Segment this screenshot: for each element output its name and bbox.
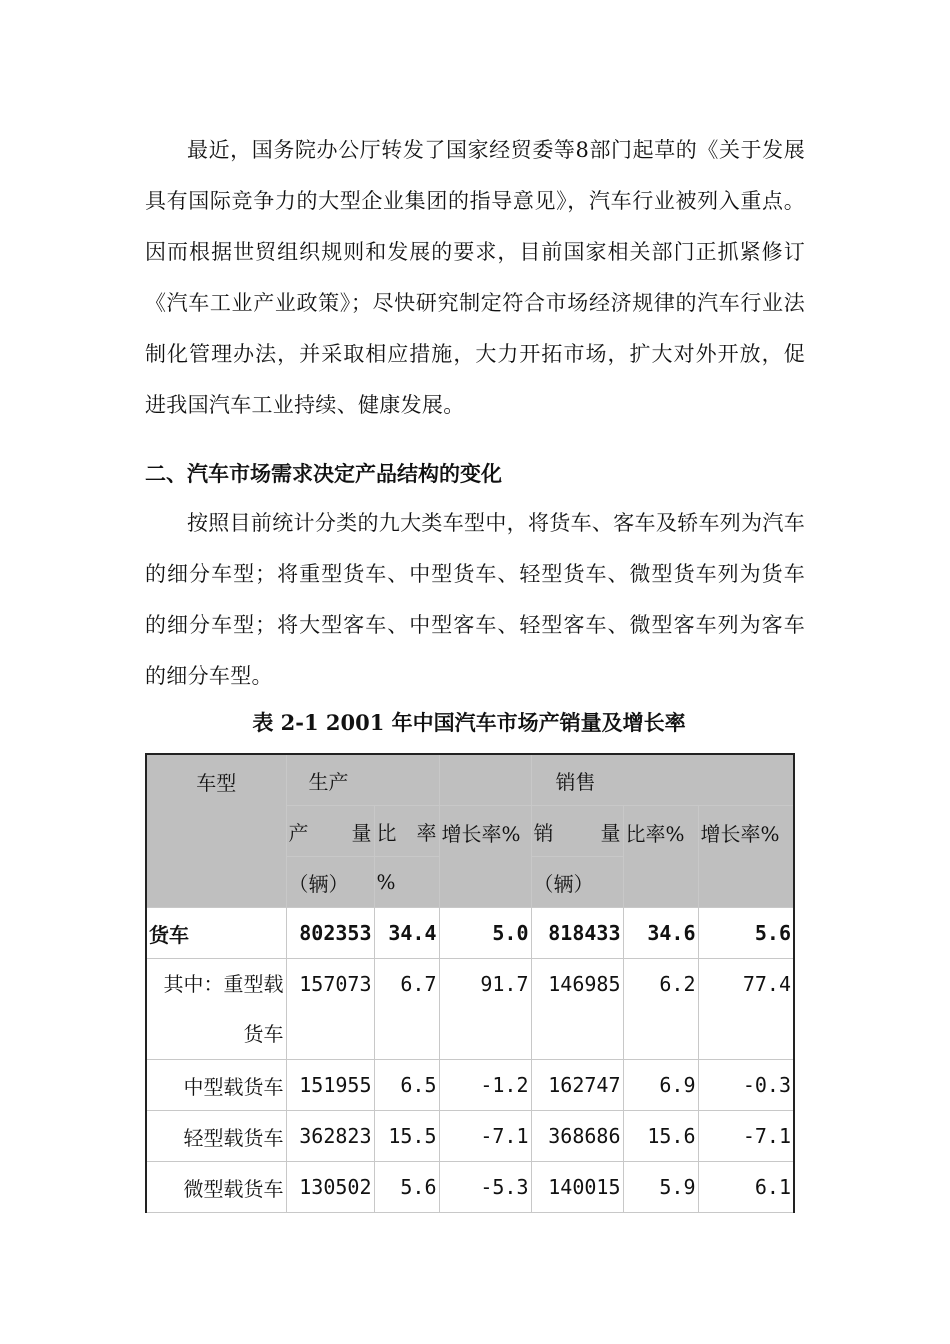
row-prod-ratio: 34.4 — [374, 908, 439, 959]
row-prod: 362823 — [286, 1111, 374, 1162]
table-row — [146, 1162, 794, 1213]
header-prod-ratio-pct: % — [374, 857, 439, 908]
row-prod-growth: 5.0 — [439, 908, 531, 959]
row-sales-growth: 5.6 — [698, 908, 794, 959]
row-type: 货车 — [146, 908, 286, 959]
header-sales-qty: 销 量 — [531, 806, 623, 857]
row-sales-growth: 6.1 — [698, 1162, 794, 1213]
table-row — [146, 959, 794, 1060]
paragraph-policy: 最近，国务院办公厅转发了国家经贸委等8部门起草的《关于发展具有国际竞争力的大型企业集团的指导意见》，汽车行业被列入重点。因而根据世贸组织规则和发展的要求，目前国家相关部门正抓紧修订《汽车工业产业政策》；尽快研究制定符合市场经济规律的汽车行业法制化管理办法，并采取相应措施，大力开拓市场，扩大对外开放，促进我国汽车工业持续、健康发展。 — [145, 138, 805, 417]
row-prod: 157073 — [286, 959, 374, 1060]
row-prod-ratio: 6.7 — [374, 959, 439, 1060]
header-production: 生产 — [286, 754, 439, 806]
header-blank — [439, 754, 531, 806]
row-prod-growth: -7.1 — [439, 1111, 531, 1162]
row-prod-ratio: 15.5 — [374, 1111, 439, 1162]
row-type: 轻型载货车 — [146, 1111, 286, 1162]
table-row — [146, 1111, 794, 1162]
production-sales-table — [145, 753, 795, 1213]
header-prod-growth: 增长率% — [439, 806, 531, 908]
row-sales-ratio: 34.6 — [623, 908, 698, 959]
table-header-row-1 — [146, 754, 794, 806]
row-sales-growth: -7.1 — [698, 1111, 794, 1162]
row-sales-growth: -0.3 — [698, 1060, 794, 1111]
row-sales-ratio: 6.2 — [623, 959, 698, 1060]
row-sales: 140015 — [531, 1162, 623, 1213]
section-heading: 二、汽车市场需求决定产品结构的变化 — [145, 462, 502, 486]
row-type: 其中：重型载 货车 — [146, 959, 286, 1060]
row-type: 中型载货车 — [146, 1060, 286, 1111]
row-prod-ratio: 6.5 — [374, 1060, 439, 1111]
row-sales: 818433 — [531, 908, 623, 959]
row-sales: 162747 — [531, 1060, 623, 1111]
row-prod: 151955 — [286, 1060, 374, 1111]
header-vehicle-type: 车型 — [146, 754, 286, 908]
row-prod: 802353 — [286, 908, 374, 959]
row-sales: 368686 — [531, 1111, 623, 1162]
row-sales-growth: 77.4 — [698, 959, 794, 1060]
row-sales-ratio: 6.9 — [623, 1060, 698, 1111]
table-caption: 表 2-1 2001 年中国汽车市场产销量及增长率 — [252, 710, 686, 735]
row-prod: 130502 — [286, 1162, 374, 1213]
row-prod-growth: -5.3 — [439, 1162, 531, 1213]
row-prod-growth: 91.7 — [439, 959, 531, 1060]
row-type: 微型载货车 — [146, 1162, 286, 1213]
header-sales-growth: 增长率% — [698, 806, 794, 908]
table-row — [146, 908, 794, 959]
paragraph-classification: 按照目前统计分类的九大类车型中，将货车、客车及轿车列为汽车的细分车型；将重型货车、中型货车、轻型货车、微型货车列为货车的细分车型；将大型客车、中型客车、轻型客车、微型客车列为客车的细分车型。 — [145, 511, 805, 688]
row-prod-ratio: 5.6 — [374, 1162, 439, 1213]
row-sales-ratio: 15.6 — [623, 1111, 698, 1162]
row-sales-ratio: 5.9 — [623, 1162, 698, 1213]
row-sales: 146985 — [531, 959, 623, 1060]
header-prod-ratio: 比 率 — [374, 806, 439, 857]
table-row — [146, 1060, 794, 1111]
header-sales-ratio: 比率% — [623, 806, 698, 908]
header-sales-unit: （辆） — [531, 857, 623, 908]
row-prod-growth: -1.2 — [439, 1060, 531, 1111]
header-prod-qty: 产 量 — [286, 806, 374, 857]
header-prod-unit: （辆） — [286, 857, 374, 908]
header-sales: 销售 — [531, 754, 794, 806]
